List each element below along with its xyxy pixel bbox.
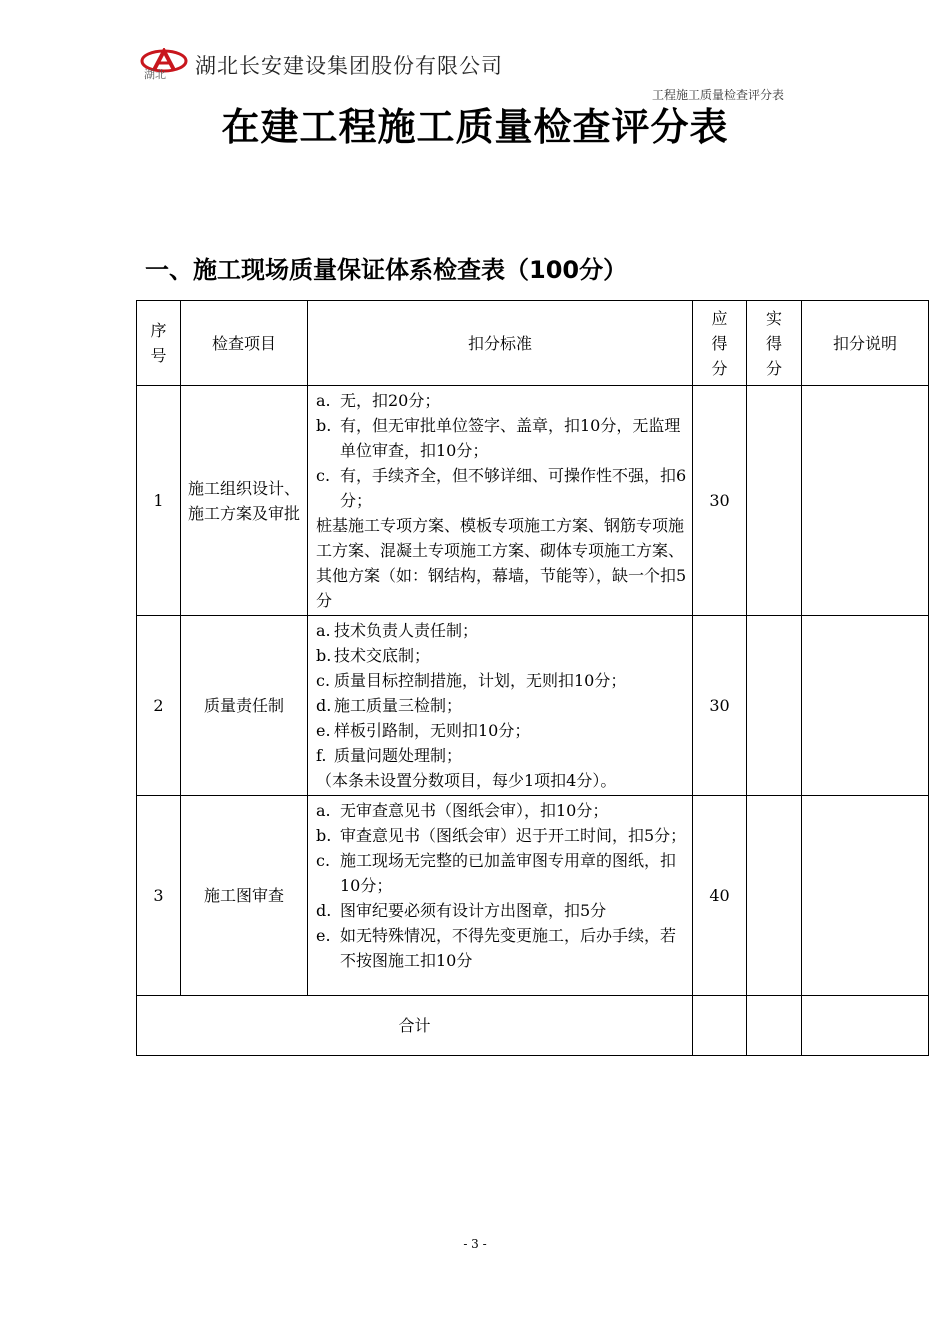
row-no: 1 (137, 386, 181, 616)
header-criteria: 扣分标准 (308, 301, 693, 386)
total-label: 合计 (137, 996, 693, 1056)
row-actual-score[interactable] (747, 796, 802, 996)
header-no: 序 号 (137, 301, 181, 386)
logo-caption: 湖北 (144, 68, 166, 81)
row-item: 施工组织设计、施工方案及审批 (181, 386, 308, 616)
table-row (137, 386, 929, 616)
header-max-score: 应 得 分 (693, 301, 747, 386)
section-title: 一、施工现场质量保证体系检查表（100分） (145, 256, 628, 284)
row-note[interactable] (802, 386, 929, 616)
row-note[interactable] (802, 796, 929, 996)
header-item: 检查项目 (181, 301, 308, 386)
total-row (137, 996, 929, 1056)
table-row (137, 796, 929, 996)
header-note: 扣分说明 (802, 301, 929, 386)
row-criteria: a. 无，扣20分； b. 有，但无审批单位签字、盖章，扣10分，无监理单位审查，扣10分； c. 有，手续齐全，但不够详细、可操作性不强，扣6分； 桩基施工专项方案、模板专项施工方案、钢筋专项施工方案、混凝土专项施工方案、砌体专项施工方案、其他方案（如：钢结构，幕墙，节能等），缺一个扣5分 (308, 386, 693, 616)
total-note[interactable] (802, 996, 929, 1056)
row-max-score: 40 (693, 796, 747, 996)
row-actual-score[interactable] (747, 386, 802, 616)
score-table (136, 300, 929, 1056)
total-actual-score[interactable] (747, 996, 802, 1056)
row-max-score: 30 (693, 386, 747, 616)
page-title: 在建工程施工质量检查评分表 (221, 105, 729, 149)
total-max-score[interactable] (693, 996, 747, 1056)
row-criteria: a. 技术负责人责任制； b. 技术交底制； c. 质量目标控制措施，计划，无则扣10分； d. 施工质量三检制； e. 样板引路制，无则扣10分； f. 质量问题处理制； （本条未设置分数项目，每少1项扣4分）。 (308, 616, 693, 796)
running-title: 工程施工质量检查评分表 (652, 88, 785, 102)
table-row (137, 616, 929, 796)
row-max-score: 30 (693, 616, 747, 796)
row-no: 2 (137, 616, 181, 796)
row-criteria: a. 无审查意见书（图纸会审），扣10分； b. 审查意见书（图纸会审）迟于开工时间，扣5分； c. 施工现场无完整的已加盖审图专用章的图纸，扣10分； d. 图审纪要必须有设计方出图章，扣5分 e. 如无特殊情况，不得先变更施工，后办手续，若不按图施工扣10分 (308, 796, 693, 996)
row-item: 施工图审查 (181, 796, 308, 996)
page-number: - 3 - (463, 1237, 487, 1251)
row-item: 质量责任制 (181, 616, 308, 796)
header-actual-score: 实 得 分 (747, 301, 802, 386)
company-name: 湖北长安建设集团股份有限公司 (195, 54, 503, 78)
row-no: 3 (137, 796, 181, 996)
row-note[interactable] (802, 616, 929, 796)
table-header-row (137, 301, 929, 386)
row-actual-score[interactable] (747, 616, 802, 796)
